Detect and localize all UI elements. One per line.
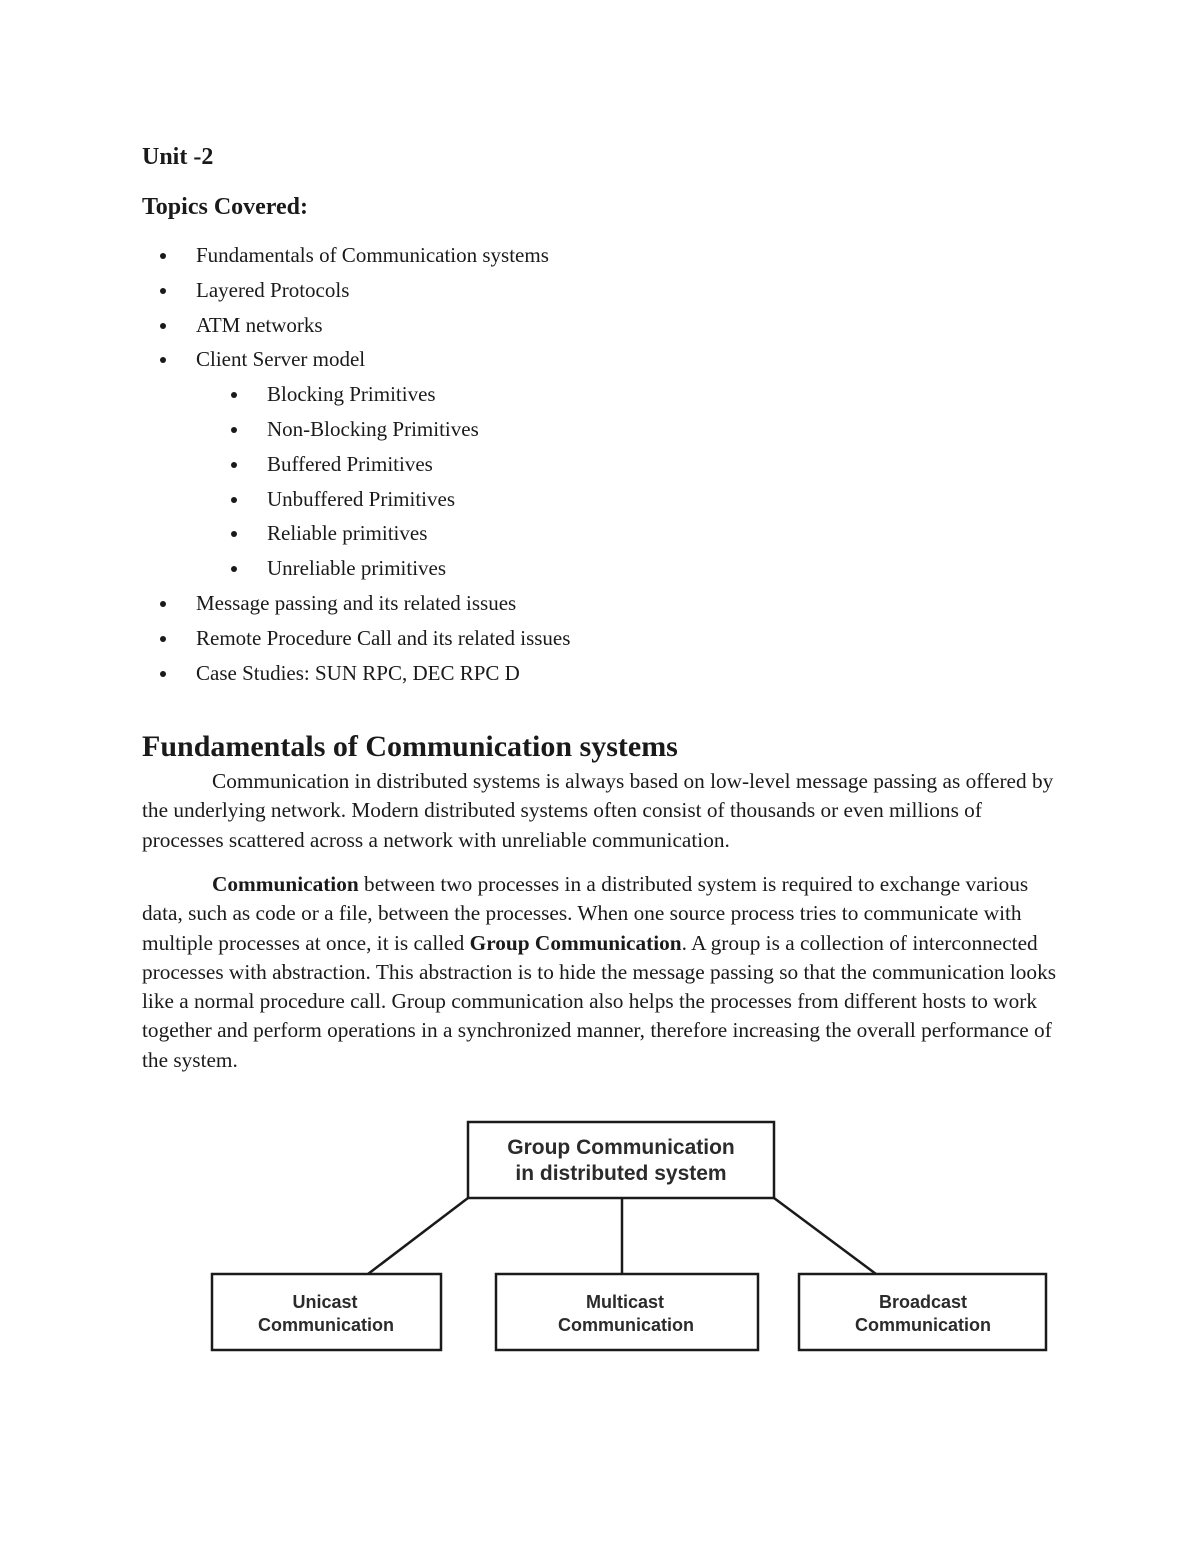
subtopic-item: Buffered Primitives — [0, 449, 570, 484]
unicast-label-line1: Unicast — [292, 1292, 358, 1312]
multicast-label-line1: Multicast — [585, 1292, 665, 1312]
unicast-label-line2: Communication — [257, 1315, 395, 1335]
connector-unicast — [368, 1198, 468, 1274]
multicast-node-box — [496, 1274, 758, 1350]
topic-item: ATM networks — [0, 310, 570, 345]
broadcast-label-line2: Communication — [854, 1315, 992, 1335]
subtopic-item: Blocking Primitives — [0, 379, 570, 414]
topic-item: Case Studies: SUN RPC, DEC RPC D — [0, 658, 570, 693]
root-node-box — [468, 1122, 774, 1198]
topic-item: Client Server model — [0, 344, 570, 379]
connector-broadcast — [774, 1198, 876, 1274]
topic-item: Remote Procedure Call and its related issues — [0, 623, 570, 658]
paragraph-group-communication: Communication between two processes in a distributed system is required to exchange various data, such as code or a file, between the processes. When one source process tries to communicate with multiple processes at once, it is called Group Communication. A group is a collection of interconnected processes with abstraction. This abstraction is to hide the message passing so that the communication looks like a normal procedure call. Group communication also helps the processes from different hosts to work together and perform operations in a synchronized manner, therefore increasing the overall performance of the system. — [142, 872, 1057, 1072]
root-node-label-line1: Group Communication — [507, 1136, 735, 1159]
term-group-communication: Group Communication — [469, 930, 682, 955]
multicast-label-line2: Communication — [557, 1315, 695, 1335]
subtopic-item: Non-Blocking Primitives — [0, 414, 570, 449]
root-node-label-line2: in distributed system — [515, 1162, 727, 1185]
topic-item: Fundamentals of Communication systems — [0, 240, 570, 275]
broadcast-label-line1: Broadcast — [878, 1292, 968, 1312]
subtopic-item: Unreliable primitives — [0, 553, 570, 588]
topic-item: Message passing and its related issues — [0, 588, 570, 623]
subtopic-item: Unbuffered Primitives — [0, 484, 570, 519]
topic-item: Layered Protocols — [0, 275, 570, 310]
section-heading: Fundamentals of Communication systems — [142, 730, 678, 763]
paragraph-intro: Communication in distributed systems is always based on low-level message passing as offered by the underlying network. Modern distributed systems often consist of thousands or even millions of processes scattered across a network with unreliable communication. — [142, 769, 1054, 852]
subtopic-item: Reliable primitives — [0, 518, 570, 553]
unit-title: Unit -2 — [142, 144, 214, 170]
unicast-node-box — [212, 1274, 441, 1350]
broadcast-node-box — [799, 1274, 1046, 1350]
topics-heading: Topics Covered: — [142, 194, 309, 220]
term-communication: Communication — [212, 872, 359, 896]
